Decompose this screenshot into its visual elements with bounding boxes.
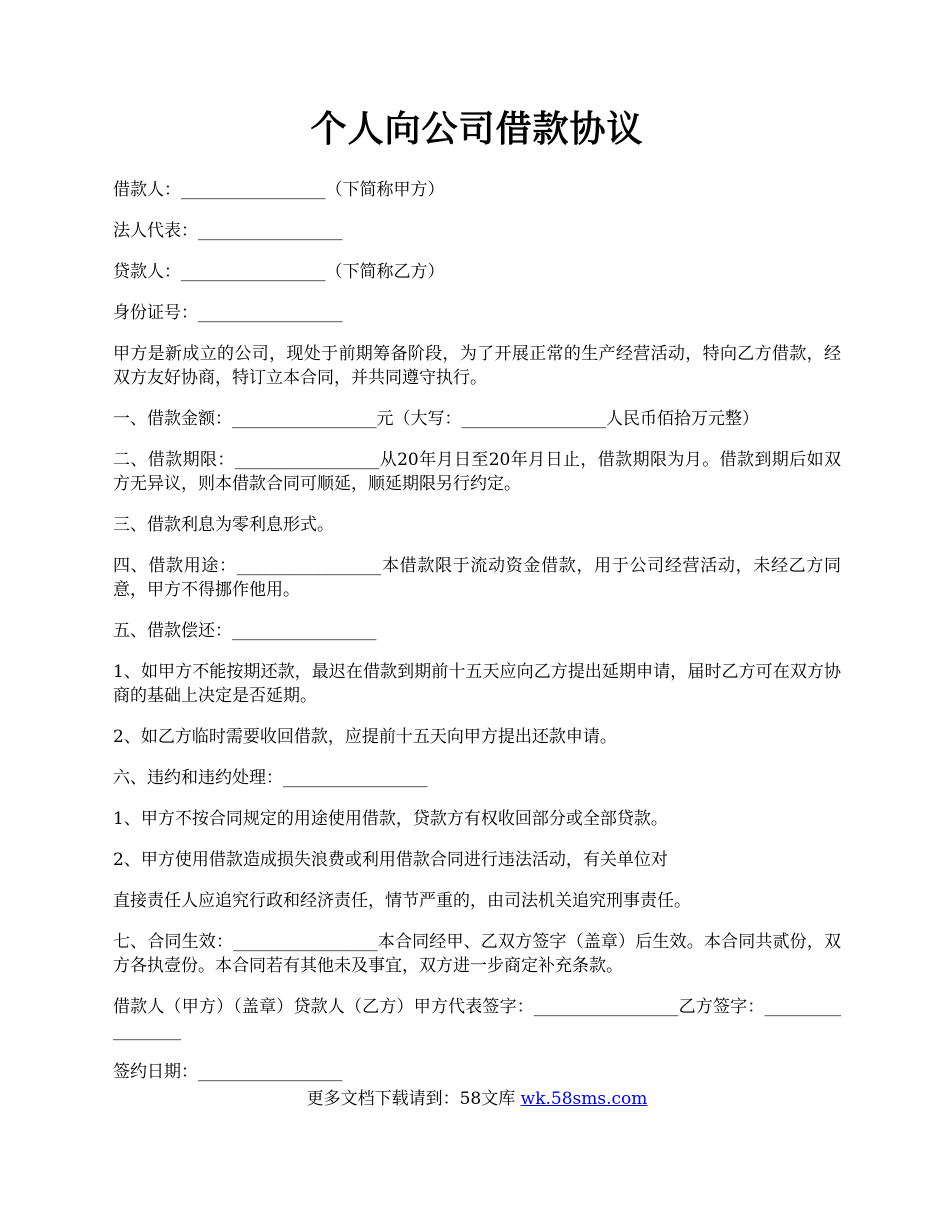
paragraph-clause-3-interest: 三、借款利息为零利息形式。 [113,515,334,535]
paragraph-clause-1-amount: 一、借款金额：_________________元（大写：_________________人民币佰拾万元整） [113,409,759,429]
paragraph-legal-representative: 法人代表：_________________ [113,221,343,241]
paragraph-clause-5-item-2: 2、如乙方临时需要收回借款，应提前十五天向甲方提出还款申请。 [113,727,617,747]
paragraph-signatures: 借款人（甲方）（盖章）贷款人（乙方）甲方代表签字：_________________乙方签字：_________________ [113,997,841,1041]
paragraph-preamble: 甲方是新成立的公司，现处于前期筹备阶段，为了开展正常的生产经营活动，特向乙方借款，经双方友好协商，特订立本合同，并共同遵守执行。 [113,344,841,388]
paragraph-clause-5-repayment: 五、借款偿还：_________________ [113,621,377,641]
paragraph-clause-7-effect: 七、合同生效：_________________本合同经甲、乙双方签字（盖章）后生效。本合同共贰份，双方各执壹份。本合同若有其他未及事宜，双方进一步商定补充条款。 [113,932,841,976]
paragraph-clause-6-breach: 六、违约和违约处理：_________________ [113,768,428,788]
paragraph-lender: 贷款人：_________________（下简称乙方） [113,262,445,282]
paragraph-id-number: 身份证号：_________________ [113,303,343,323]
paragraph-clause-5-item-1: 1、如甲方不能按期还款，最迟在借款到期前十五天应向乙方提出延期申请，届时乙方可在双方协商的基础上决定是否延期。 [113,662,841,706]
footer-link[interactable]: wk.58sms.com [520,1089,648,1109]
paragraph-clause-6-item-1: 1、甲方不按合同规定的用途使用借款，贷款方有权收回部分或全部贷款。 [113,809,668,829]
paragraph-clause-6-item-2: 2、甲方使用借款造成损失浪费或利用借款合同进行违法活动，有关单位对 [113,850,668,870]
paragraph-clause-2-term: 二、借款期限：_________________从20年月日至20年月日止，借款期限为月。借款到期后如双方无异议，则本借款合同可顺延，顺延期限另行约定。 [113,450,841,494]
paragraph-borrower: 借款人：_________________（下简称甲方） [113,180,445,200]
document-title: 个人向公司借款协议 [310,108,644,150]
paragraph-clause-4-purpose: 四、借款用途：_________________本借款限于流动资金借款，用于公司经营活动，未经乙方同意，甲方不得挪作他用。 [113,556,841,600]
footer-text: 更多文档下载请到：58文库 [306,1089,521,1109]
document-body [113,178,841,1101]
page-footer [113,1087,841,1111]
paragraph-signing-date: 签约日期：_________________ [113,1062,343,1082]
paragraph-clause-6-item-2-continued: 直接责任人应追究行政和经济责任，情节严重的，由司法机关追究刑事责任。 [113,891,691,911]
